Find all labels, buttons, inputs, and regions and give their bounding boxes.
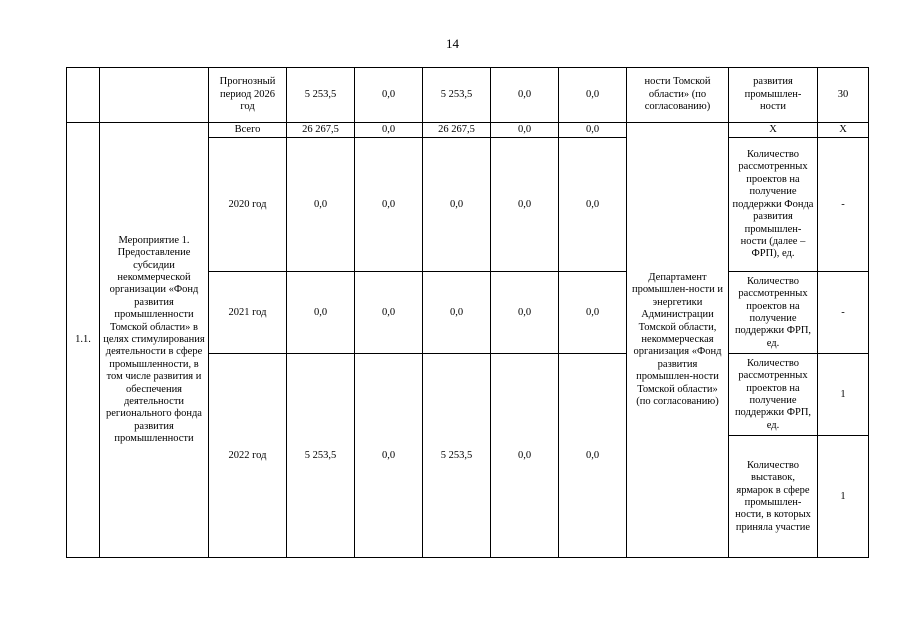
value-other: 0,0 <box>559 68 627 123</box>
value-regional: 5 253,5 <box>423 68 491 123</box>
value-other: 0,0 <box>559 354 627 558</box>
period-cell: 2022 год <box>209 354 287 558</box>
value-local: 0,0 <box>491 68 559 123</box>
measure-name <box>100 68 209 123</box>
responsible-cell: Департамент промышлен-ности и энергетики Администрации Томской области, некоммерческая организация «Фонд развития промышлен-ности Томской области» (по согласованию) <box>627 123 729 558</box>
indicator-value: Х <box>818 123 869 138</box>
indicator-name: Количество рассмотренных проектов на получение поддержки Фонда развития промышлен-ности (далее – ФРП), ед. <box>729 138 818 272</box>
indicator-value: 1 <box>818 354 869 436</box>
indicator-name: Количество рассмотренных проектов на получение поддержки ФРП, ед. <box>729 354 818 436</box>
value-federal: 0,0 <box>355 68 423 123</box>
value-federal: 0,0 <box>355 123 423 138</box>
row-num <box>67 68 100 123</box>
value-regional: 0,0 <box>423 138 491 272</box>
indicator-name: Х <box>729 123 818 138</box>
table-row <box>67 123 869 138</box>
period-cell: 2021 год <box>209 272 287 354</box>
value-local: 0,0 <box>491 123 559 138</box>
value-federal: 0,0 <box>355 354 423 558</box>
measure-name: Мероприятие 1. Предоставление субсидии некоммерческой организации «Фонд развития промышленности Томской области» в целях стимулирования деятельности в сфере промышленности, в том числе развития и обеспечения деятельности регионального фонда развития промышленности <box>100 123 209 558</box>
responsible-cell: ности Томской области» (по согласованию) <box>627 68 729 123</box>
value-total: 5 253,5 <box>287 354 355 558</box>
indicator-value: 30 <box>818 68 869 123</box>
value-federal: 0,0 <box>355 138 423 272</box>
value-regional: 0,0 <box>423 272 491 354</box>
program-table <box>66 67 869 558</box>
value-local: 0,0 <box>491 354 559 558</box>
value-other: 0,0 <box>559 272 627 354</box>
value-local: 0,0 <box>491 272 559 354</box>
period-cell: Прогнозный период 2026 год <box>209 68 287 123</box>
value-other: 0,0 <box>559 123 627 138</box>
value-total: 0,0 <box>287 272 355 354</box>
row-num: 1.1. <box>67 123 100 558</box>
indicator-name: развития промышлен-ности <box>729 68 818 123</box>
value-federal: 0,0 <box>355 272 423 354</box>
period-cell: Всего <box>209 123 287 138</box>
indicator-name: Количество выставок, ярмарок в сфере промышлен-ности, в которых приняла участие <box>729 436 818 558</box>
indicator-name: Количество рассмотренных проектов на получение поддержки ФРП, ед. <box>729 272 818 354</box>
indicator-value: - <box>818 272 869 354</box>
value-regional: 5 253,5 <box>423 354 491 558</box>
value-local: 0,0 <box>491 138 559 272</box>
indicator-value: - <box>818 138 869 272</box>
value-total: 0,0 <box>287 138 355 272</box>
value-total: 26 267,5 <box>287 123 355 138</box>
page-number: 14 <box>446 36 459 51</box>
table-row <box>67 68 869 123</box>
value-total: 5 253,5 <box>287 68 355 123</box>
indicator-value: 1 <box>818 436 869 558</box>
period-cell: 2020 год <box>209 138 287 272</box>
value-regional: 26 267,5 <box>423 123 491 138</box>
value-other: 0,0 <box>559 138 627 272</box>
